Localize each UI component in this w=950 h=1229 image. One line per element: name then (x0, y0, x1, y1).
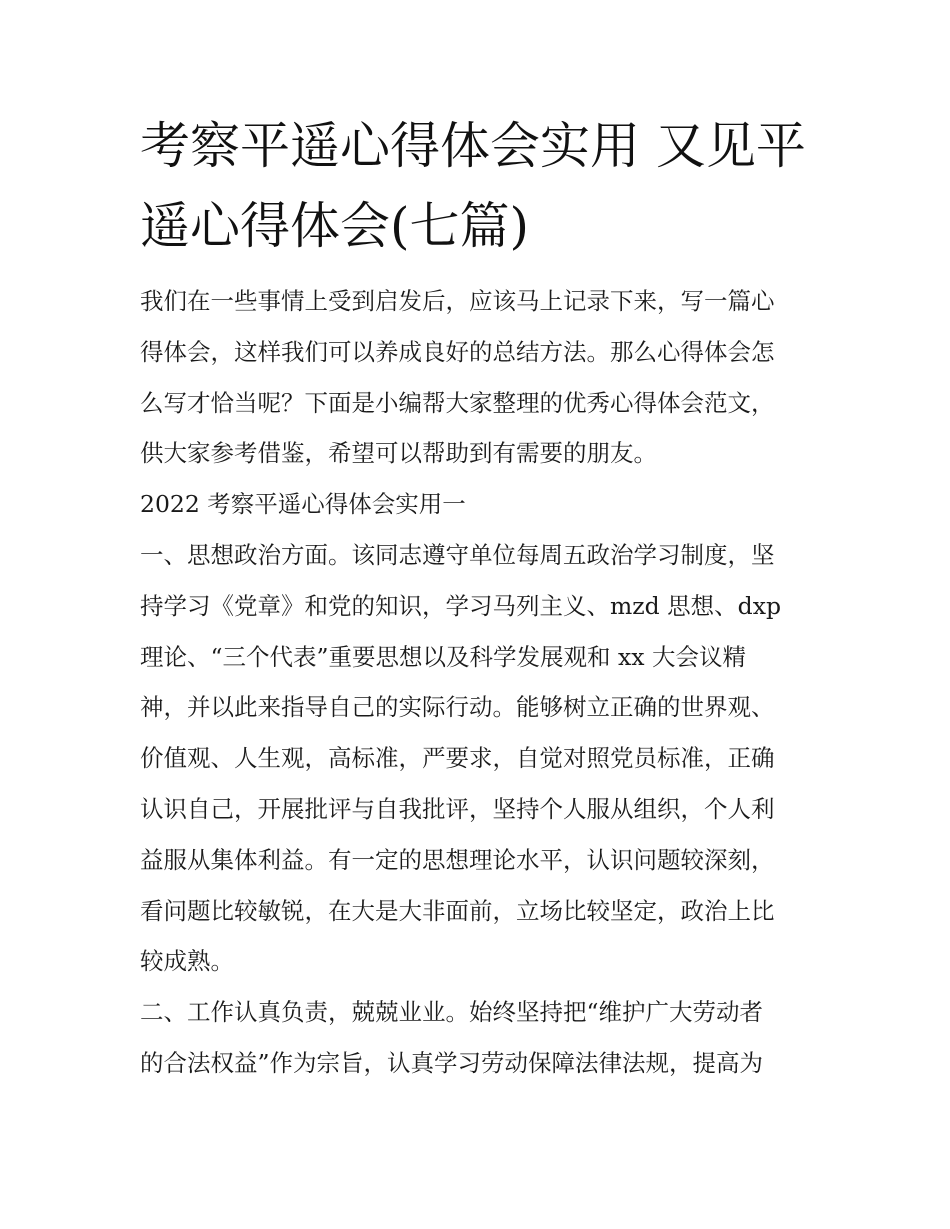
paragraph-line: 一、思想政治方面。该同志遵守单位每周五政治学习制度，坚 (140, 541, 775, 569)
paragraph-line: 我们在一些事情上受到启发后，应该马上记录下来，写一篇心 (140, 287, 775, 315)
paragraph-line: 理论、“三个代表”重要思想以及科学发展观和 xx 大会议精 (140, 643, 746, 671)
paragraph-line: 价值观、人生观，高标准，严要求，自觉对照党员标准，正确 (140, 744, 775, 772)
paragraph-line: 么写才恰当呢？下面是小编帮大家整理的优秀心得体会范文， (140, 389, 775, 417)
paragraph-line: 神，并以此来指导自己的实际行动。能够树立正确的世界观、 (140, 693, 775, 721)
section-heading: 2022 考察平遥心得体会实用一 (140, 490, 466, 518)
paragraph-line: 得体会，这样我们可以养成良好的总结方法。那么心得体会怎 (140, 338, 775, 366)
paragraph-line: 供大家参考借鉴，希望可以帮助到有需要的朋友。 (140, 439, 657, 467)
paragraph-line: 看问题比较敏锐，在大是大非面前，立场比较坚定，政治上比 (140, 897, 775, 925)
title-line-2: 遥心得体会(七篇) (140, 197, 530, 255)
paragraph-line: 的合法权益”作为宗旨，认真学习劳动保障法律法规，提高为 (140, 1049, 764, 1077)
paragraph-line: 益服从集体利益。有一定的思想理论水平，认识问题较深刻， (140, 846, 775, 874)
paragraph-line: 认识自己，开展批评与自我批评，坚持个人服从组织，个人利 (140, 795, 775, 823)
paragraph-line: 持学习《党章》和党的知识，学习马列主义、mzd 思想、dxp (140, 592, 782, 620)
paragraph-line: 二、工作认真负责，兢兢业业。始终坚持把“维护广大劳动者 (140, 998, 764, 1026)
title-line-1: 考察平遥心得体会实用 又见平 (140, 117, 806, 175)
paragraph-line: 较成熟。 (140, 947, 234, 975)
